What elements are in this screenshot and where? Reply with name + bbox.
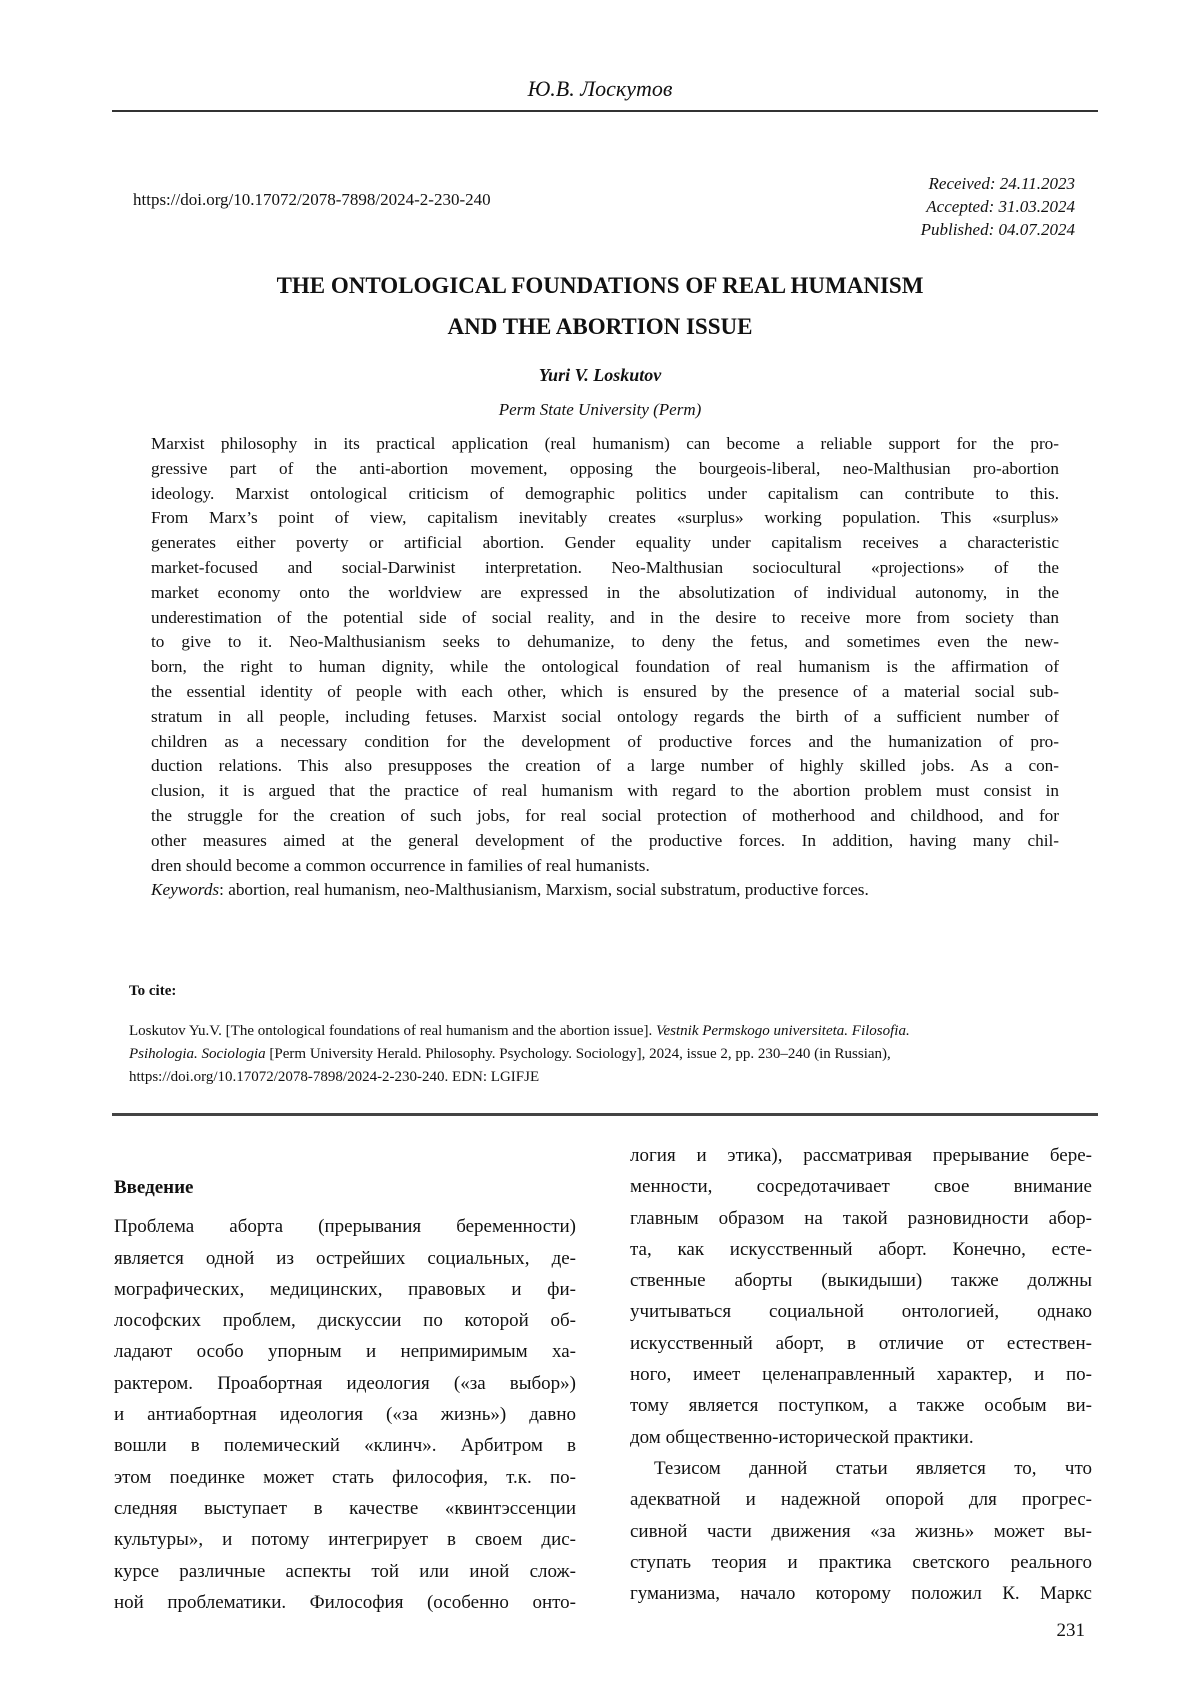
text-line: ной проблематики. Философия (особенно онто-	[114, 1591, 576, 1613]
text-line: главным образом на такой разновидности абор-	[630, 1207, 1092, 1229]
published-date: Published: 04.07.2024	[920, 220, 1075, 239]
text-line: Тезисом данной статьи является то, что	[654, 1457, 1092, 1479]
text-line: duction relations. This also presupposes the creation of a large number of highly skilled jobs. As a con-	[151, 756, 1059, 776]
text-line: ственные аборты (выкидыши) также должны	[630, 1270, 1092, 1292]
text-line: stratum in all people, including fetuses. Marxist social ontology regards the birth of a sufficient number of	[151, 706, 1059, 726]
text-line: этом поединке может стать философия, т.к. по-	[114, 1466, 576, 1488]
text-line: children as a necessary condition for the development of productive forces and the humanization of pro-	[151, 731, 1059, 751]
citation-text: Loskutov Yu.V. [The ontological foundations of real humanism and the abortion issue].	[129, 1023, 656, 1039]
text-line: ного, имеет целенаправленный характер, и по-	[630, 1364, 1092, 1386]
text-line: From Marx’s point of view, capitalism inevitably creates «surplus» working population. This «surplus»	[151, 508, 1059, 528]
running-header: Ю.В. Лоскутов	[527, 76, 673, 101]
text-line: гуманизма, начало которому положил К. Маркс	[630, 1583, 1092, 1605]
text-line: ideology. Marxist ontological criticism of demographic politics under capitalism can contribute to this.	[151, 483, 1059, 503]
citation-doi[interactable]: https://doi.org/10.17072/2078-7898/2024-2-230-240. EDN: LGIFJE	[129, 1069, 540, 1085]
journal-name: Psihologia. Sociologia	[129, 1046, 266, 1062]
text-line: культуры», и потому интегрирует в своем дис-	[114, 1529, 576, 1551]
text-line: clusion, it is argued that the practice of real humanism with regard to the abortion problem must consist in	[151, 781, 1059, 801]
text-line: underestimation of the potential side of social reality, and in the desire to receive more from society than	[151, 607, 1059, 627]
text-line: Проблема аборта (прерывания беременности)	[114, 1216, 576, 1238]
text-line: искусственный аборт, в отличие от естествен-	[630, 1332, 1092, 1354]
journal-name: Vestnik Permskogo universiteta. Filosofia.	[656, 1023, 910, 1039]
text-line: курсе различные аспекты той или иной слож-	[114, 1560, 576, 1582]
text-line: ступать теория и практика светского реального	[630, 1551, 1092, 1573]
keywords-label: Keywords	[151, 880, 220, 900]
citation-text: [Perm University Herald. Philosophy. Psychology. Sociology], 2024, issue 2, pp. 230–240 (in Russian),	[265, 1046, 891, 1062]
text-line: та, как искусственный аборт. Конечно, есте-	[630, 1238, 1092, 1260]
citation	[129, 1020, 1089, 1089]
text-line: ладают особо упорным и непримиримым ха-	[114, 1341, 576, 1363]
text-line: other measures aimed at the general development of the productive forces. In addition, having many chil-	[151, 830, 1059, 850]
cite-heading: To cite:	[129, 983, 177, 999]
text-line: market economy onto the worldview are expressed in the absolutization of individual autonomy, in the	[151, 582, 1059, 602]
text-line: Marxist philosophy in its practical application (real humanism) can become a reliable support for the pro-	[151, 434, 1059, 453]
text-line: лософских проблем, дискуссии по которой об-	[114, 1310, 576, 1332]
accepted-date: Accepted: 31.03.2024	[926, 197, 1075, 216]
text-line: учитываться социальной онтологией, однако	[630, 1301, 1092, 1323]
keywords-text: : abortion, real humanism, neo-Malthusianism, Marxism, social substratum, productive forces.	[219, 880, 869, 900]
text-line: the struggle for the creation of such jobs, for real social protection of motherhood and childhood, and for	[151, 805, 1059, 825]
text-line: to give to it. Neo-Malthusianism seeks to dehumanize, to deny the fetus, and sometimes even the new-	[151, 632, 1059, 652]
text-line: сивной части движения «за жизнь» может вы-	[630, 1520, 1092, 1542]
text-line: dren should become a common occurrence in families of real humanists.	[151, 855, 650, 875]
title-line: THE ONTOLOGICAL FOUNDATIONS OF REAL HUMANISM	[276, 273, 924, 298]
text-line: generates either poverty or artificial abortion. Gender equality under capitalism receives a characteristic	[151, 533, 1059, 553]
abstract	[151, 432, 1059, 903]
doi-link[interactable]: https://doi.org/10.17072/2078-7898/2024-2-230-240	[133, 190, 491, 209]
text-line: менности, сосредотачивает свое внимание	[630, 1176, 1092, 1198]
page-number: 231	[1056, 1620, 1085, 1641]
keywords	[151, 878, 1059, 903]
text-line: тому является поступком, а также особым ви-	[630, 1395, 1092, 1417]
text-line: дом общественно-исторической практики.	[630, 1426, 974, 1448]
text-line: market-focused and social-Darwinist interpretation. Neo-Malthusian sociocultural «projections» of the	[151, 557, 1059, 577]
text-line: вошли в полемический «клинч». Арбитром в	[114, 1435, 576, 1457]
text-line: адекватной и надежной опорой для прогрес-	[630, 1489, 1092, 1511]
right-column	[630, 1140, 1092, 1609]
article-dates	[921, 172, 1075, 241]
text-line: является одной из острейших социальных, де-	[114, 1247, 576, 1269]
text-line: логия и этика), рассматривая прерывание бере-	[630, 1145, 1092, 1166]
left-column	[114, 1172, 576, 1618]
author-name: Yuri V. Loskutov	[538, 365, 662, 385]
text-line: born, the right to human dignity, while the ontological foundation of real humanism is the affirmation of	[151, 657, 1059, 677]
section-rule	[112, 1113, 1098, 1116]
received-date: Received: 24.11.2023	[928, 174, 1075, 193]
text-line: мографических, медицинских, правовых и фи-	[114, 1278, 576, 1300]
text-line: gressive part of the anti-abortion movement, opposing the bourgeois-liberal, neo-Malthusian pro-abortion	[151, 458, 1059, 478]
section-heading: Введение	[114, 1177, 194, 1198]
text-line: the essential identity of people with each other, which is ensured by the presence of a material social sub-	[151, 681, 1059, 701]
text-line: следняя выступает в качестве «квинтэссенции	[114, 1497, 576, 1519]
header-rule	[112, 110, 1098, 112]
text-line: и антиабортная идеология («за жизнь») давно	[114, 1404, 576, 1426]
affiliation: Perm State University (Perm)	[498, 400, 702, 419]
text-line: рактером. Проабортная идеология («за выбор»)	[114, 1372, 576, 1394]
title-line: AND THE ABORTION ISSUE	[447, 314, 753, 339]
article-title	[0, 265, 1200, 347]
